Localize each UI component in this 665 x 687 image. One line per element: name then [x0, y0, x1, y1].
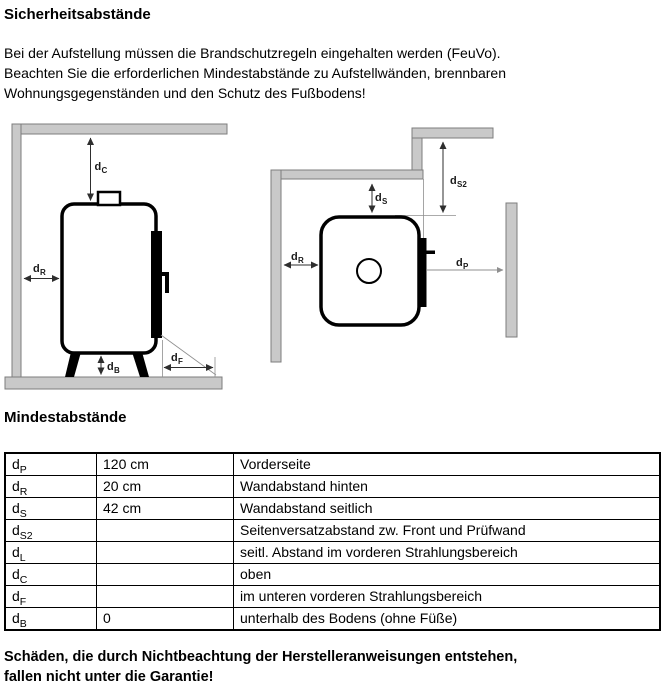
- distance-desc: Vorderseite: [234, 453, 661, 476]
- distance-key: d: [12, 500, 20, 516]
- table-row: [5, 608, 660, 631]
- distance-key: d: [12, 456, 20, 472]
- safety-distance-diagrams: [4, 110, 661, 395]
- side-wall-connector: [412, 138, 422, 171]
- dp-label-sub: P: [463, 262, 469, 271]
- intro-line: Bei der Aufstellung müssen die Brandschutzregeln eingehalten werden (FeuVo).: [4, 45, 501, 61]
- flue-stub: [98, 192, 120, 205]
- distance-key-sub: B: [19, 617, 27, 630]
- distance-key: d: [12, 610, 20, 626]
- side-view-diagram: [5, 124, 227, 389]
- db-label: d: [107, 361, 114, 373]
- intro-paragraph: [4, 43, 657, 103]
- table-row: [5, 476, 660, 498]
- dc-label: d: [94, 161, 102, 173]
- ds2-label-sub: S2: [457, 180, 467, 189]
- intro-line: Wohnungsgegenständen und den Schutz des Fußbodens!: [4, 85, 366, 101]
- ds2-label: d: [450, 175, 457, 187]
- distance-desc: im unteren vorderen Strahlungsbereich: [234, 586, 661, 608]
- distance-key-sub: R: [19, 485, 28, 498]
- flue-circle: [357, 259, 381, 283]
- distance-value: 120 cm: [97, 453, 234, 476]
- distance-key: d: [12, 522, 20, 538]
- distance-key: d: [12, 588, 20, 604]
- distance-key-sub: S2: [19, 529, 33, 542]
- warranty-warning-line: fallen nicht unter die Garantie!: [4, 669, 214, 685]
- stove-body-side: [62, 204, 156, 353]
- table-row: [5, 586, 660, 608]
- dc-label-sub: C: [101, 166, 108, 175]
- stove-door-side: [151, 231, 162, 338]
- intro-line: Beachten Sie die erforderlichen Mindestabstände zu Aufstellwänden, brennbaren: [4, 65, 506, 81]
- warranty-warning: [4, 647, 657, 687]
- radiation-diagonal: [161, 335, 216, 375]
- distance-value: [97, 586, 234, 608]
- ds-label-sub: S: [382, 197, 388, 206]
- distance-desc: seitl. Abstand im vorderen Strahlungsbereich: [234, 542, 661, 564]
- distance-key-sub: C: [19, 573, 28, 586]
- dr-label-top: d: [291, 251, 298, 263]
- top-view-diagram: [271, 128, 517, 362]
- dp-label: d: [456, 257, 463, 269]
- table-heading: Mindestabstände: [4, 409, 127, 426]
- distance-value: 0: [97, 608, 234, 631]
- pruefwand: [506, 203, 517, 337]
- distance-desc: unterhalb des Bodens (ohne Füße): [234, 608, 661, 631]
- distance-key: d: [12, 566, 20, 582]
- page-title: Sicherheitsabstände: [4, 6, 151, 23]
- dr-label: d: [33, 263, 40, 275]
- min-distance-table: [4, 452, 661, 631]
- table-row: [5, 498, 660, 520]
- distance-value: [97, 520, 234, 542]
- table-row: [5, 564, 660, 586]
- df-label: d: [171, 352, 178, 364]
- distance-desc: Seitenversatzabstand zw. Front und Prüfwand: [234, 520, 661, 542]
- stove-leg-left: [65, 352, 81, 377]
- distance-key-sub: L: [19, 551, 26, 564]
- df-label-sub: F: [178, 357, 183, 366]
- db-label-sub: B: [114, 366, 120, 375]
- dr-label-sub: R: [40, 268, 46, 277]
- back-wall-horizontal: [271, 170, 423, 179]
- distance-desc: oben: [234, 564, 661, 586]
- distance-value: 20 cm: [97, 476, 234, 498]
- distance-key-sub: S: [19, 507, 27, 520]
- warranty-warning-line: Schäden, die durch Nichtbeachtung der Herstelleranweisungen entstehen,: [4, 649, 518, 665]
- ds-label: d: [375, 192, 382, 204]
- door-handle-top: [426, 251, 435, 255]
- side-wall-top: [412, 128, 493, 138]
- ceiling-wall: [12, 124, 227, 134]
- distance-key-sub: F: [19, 595, 27, 608]
- distance-key-sub: P: [19, 463, 27, 476]
- door-handle-side: [165, 272, 169, 293]
- table-row: [5, 453, 660, 476]
- distance-value: [97, 564, 234, 586]
- left-wall-vertical: [271, 170, 281, 362]
- dr-label-top-sub: R: [298, 256, 304, 265]
- rear-wall: [12, 124, 21, 377]
- distance-key: d: [12, 544, 20, 560]
- distance-desc: Wandabstand seitlich: [234, 498, 661, 520]
- distance-value: [97, 542, 234, 564]
- stove-door-top: [420, 238, 427, 307]
- distance-value: 42 cm: [97, 498, 234, 520]
- stove-leg-right: [132, 352, 149, 377]
- table-row: [5, 542, 660, 564]
- distance-key: d: [12, 478, 20, 494]
- distance-desc: Wandabstand hinten: [234, 476, 661, 498]
- floor: [5, 377, 222, 389]
- table-row: [5, 520, 660, 542]
